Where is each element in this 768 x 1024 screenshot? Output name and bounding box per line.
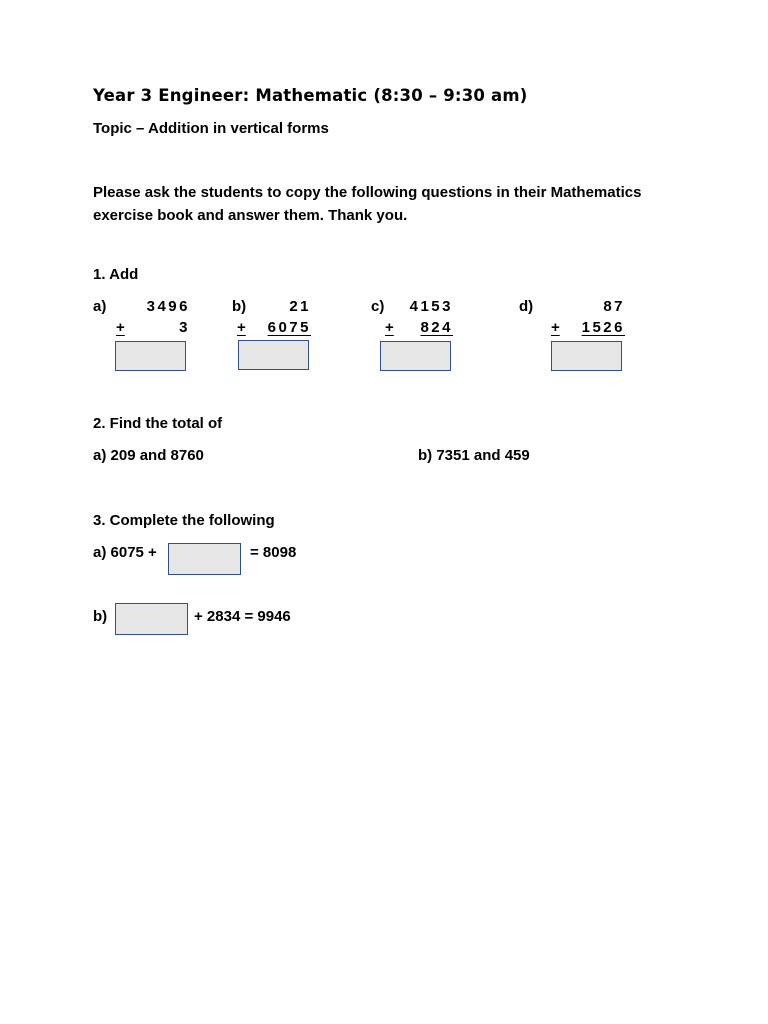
instructions-line-2: exercise book and answer them. Thank you.	[93, 207, 408, 224]
problem-c-label: c)	[371, 298, 385, 315]
answer-box-c[interactable]	[380, 341, 451, 371]
problem-a-operator: +	[116, 319, 125, 336]
problem-c-bottom: 824	[420, 319, 453, 336]
answer-box-d[interactable]	[551, 341, 622, 371]
section-3-a-prefix: a) 6075 +	[93, 544, 157, 561]
problem-b-bottom: 6075	[267, 319, 311, 336]
problem-d-operator: +	[551, 319, 560, 336]
page-title: Year 3 Engineer: Mathematic (8:30 – 9:30 am)	[93, 86, 528, 105]
section-2-question-a: a) 209 and 8760	[93, 447, 204, 464]
problem-b-top: 21	[289, 298, 311, 315]
section-3-b-suffix: + 2834 = 9946	[194, 608, 291, 625]
section-2-heading: 2. Find the total of	[93, 415, 223, 432]
section-2-question-b: b) 7351 and 459	[418, 447, 530, 464]
answer-box-3a[interactable]	[168, 543, 241, 575]
problem-a-bottom: 3	[179, 319, 190, 336]
problem-a-top: 3496	[146, 298, 190, 315]
section-3-a-suffix: = 8098	[250, 544, 297, 561]
section-3-heading: 3. Complete the following	[93, 512, 275, 529]
problem-c-top: 4153	[409, 298, 453, 315]
section-3-b-prefix: b)	[93, 608, 108, 625]
answer-box-b[interactable]	[238, 340, 309, 370]
problem-d-label: d)	[519, 298, 534, 315]
problem-c-operator: +	[385, 319, 394, 336]
problem-a-label: a)	[93, 298, 107, 315]
problem-b-label: b)	[232, 298, 247, 315]
section-1-heading: 1. Add	[93, 266, 139, 283]
instructions-line-1: Please ask the students to copy the following questions in their Mathematics	[93, 184, 642, 201]
answer-box-a[interactable]	[115, 341, 186, 371]
problem-d-bottom: 1526	[581, 319, 625, 336]
problem-d-top: 87	[603, 298, 625, 315]
topic-line: Topic – Addition in vertical forms	[93, 120, 329, 137]
answer-box-3b[interactable]	[115, 603, 188, 635]
problem-b-operator: +	[237, 319, 246, 336]
